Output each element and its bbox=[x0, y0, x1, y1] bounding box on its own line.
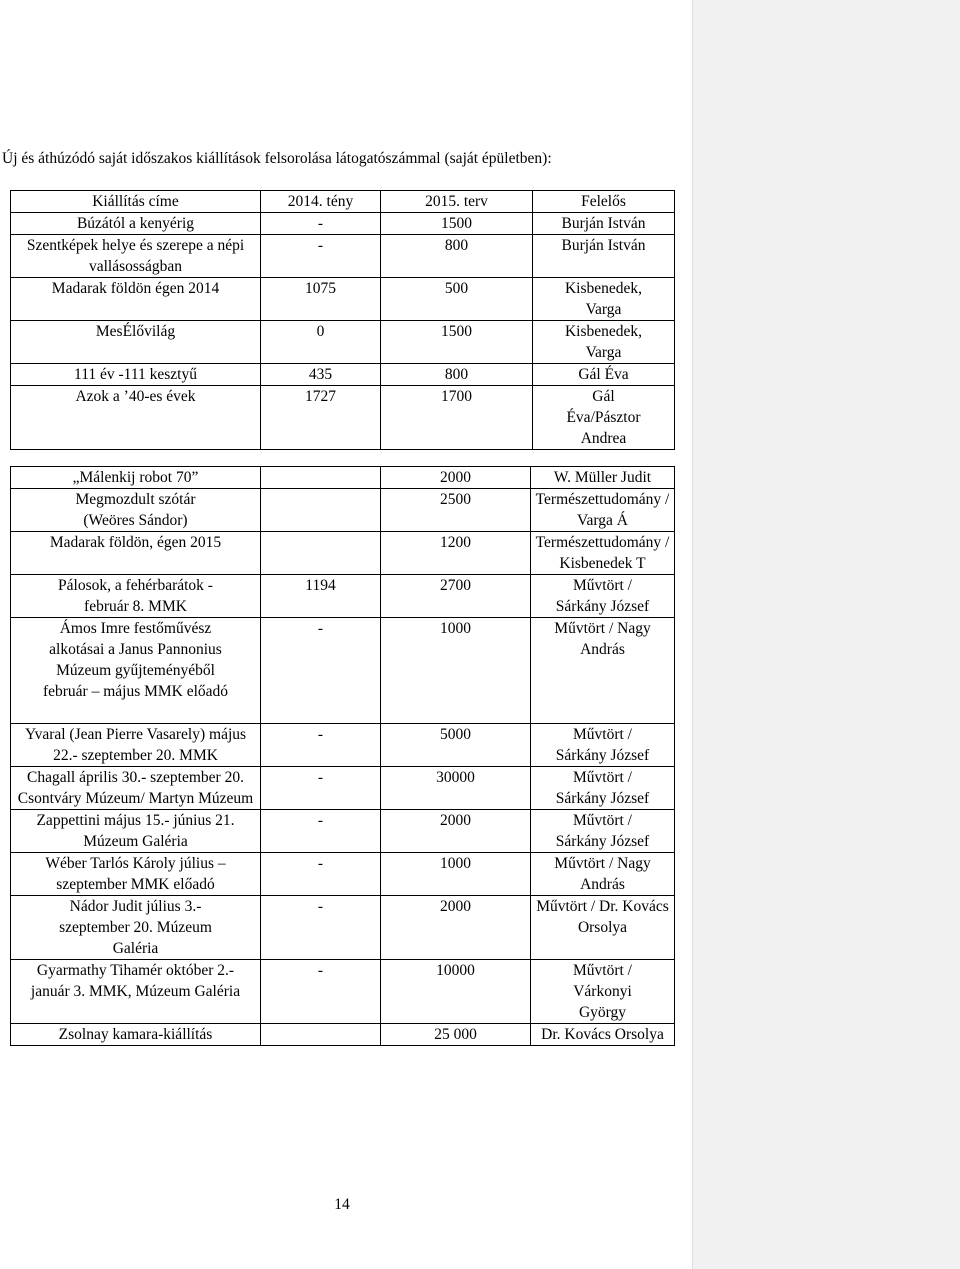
table-cell: 435 bbox=[261, 364, 381, 386]
table-cell: Természettudomány / Kisbenedek T bbox=[531, 532, 675, 575]
table-cell: 1500 bbox=[381, 321, 533, 364]
table-row bbox=[11, 213, 675, 235]
table-cell: Madarak földön, égen 2015 bbox=[11, 532, 261, 575]
table-cell: Búzától a kenyérig bbox=[11, 213, 261, 235]
table-row bbox=[11, 575, 675, 618]
table-cell: 30000 bbox=[381, 767, 531, 810]
table-cell bbox=[261, 489, 381, 532]
exhibitions-table-2 bbox=[10, 466, 675, 1046]
table-cell: - bbox=[261, 810, 381, 853]
table-cell: Azok a ’40-es évek bbox=[11, 386, 261, 450]
table-cell bbox=[261, 532, 381, 575]
table-row bbox=[11, 489, 675, 532]
table-row bbox=[11, 467, 675, 489]
table-cell: MesÉlővilág bbox=[11, 321, 261, 364]
table-row bbox=[11, 386, 675, 450]
table-cell: - bbox=[261, 213, 381, 235]
table-cell: 0 bbox=[261, 321, 381, 364]
table-cell: 5000 bbox=[381, 724, 531, 767]
table-cell: - bbox=[261, 767, 381, 810]
table-cell: - bbox=[261, 235, 381, 278]
header-cell: 2015. terv bbox=[381, 191, 533, 213]
intro-text: Új és áthúzódó saját időszakos kiállítások felsorolása látogatószámmal (saját épületben): bbox=[2, 150, 552, 167]
header-cell: Felelős bbox=[533, 191, 675, 213]
table-row bbox=[11, 853, 675, 896]
table-cell: - bbox=[261, 853, 381, 896]
table-cell: 2000 bbox=[381, 896, 531, 960]
table-cell bbox=[261, 467, 381, 489]
comment-margin-panel bbox=[692, 0, 960, 1269]
table-cell: 1500 bbox=[381, 213, 533, 235]
table-cell: 2000 bbox=[381, 467, 531, 489]
table-cell: 111 év -111 kesztyű bbox=[11, 364, 261, 386]
table-cell: Madarak földön égen 2014 bbox=[11, 278, 261, 321]
table-row bbox=[11, 960, 675, 1024]
table-cell: Kisbenedek, Varga bbox=[533, 278, 675, 321]
table-row bbox=[11, 364, 675, 386]
table-cell: 2500 bbox=[381, 489, 531, 532]
table-cell: Művtört / Sárkány József bbox=[531, 767, 675, 810]
table-cell: Ámos Imre festőművész alkotásai a Janus Pannonius Múzeum gyűjteményéből február – május MMK előadó bbox=[11, 618, 261, 724]
table-cell: 800 bbox=[381, 364, 533, 386]
table-row bbox=[11, 532, 675, 575]
table-cell: 500 bbox=[381, 278, 533, 321]
exhibitions-table-1 bbox=[10, 190, 675, 450]
table-cell: Szentképek helye és szerepe a népi vallásosságban bbox=[11, 235, 261, 278]
table-cell: Burján István bbox=[533, 235, 675, 278]
table-cell: Dr. Kovács Orsolya bbox=[531, 1024, 675, 1046]
page-number: 14 bbox=[334, 1196, 350, 1213]
table-row bbox=[11, 235, 675, 278]
table-cell: 10000 bbox=[381, 960, 531, 1024]
table-row bbox=[11, 321, 675, 364]
table-row bbox=[11, 810, 675, 853]
table-cell: „Málenkij robot 70” bbox=[11, 467, 261, 489]
table-cell: Megmozdult szótár (Weöres Sándor) bbox=[11, 489, 261, 532]
table-cell: Művtört / Sárkány József bbox=[531, 575, 675, 618]
table-cell: Wéber Tarlós Károly július – szeptember MMK előadó bbox=[11, 853, 261, 896]
table-row bbox=[11, 1024, 675, 1046]
table-cell: 1727 bbox=[261, 386, 381, 450]
table-cell: 1075 bbox=[261, 278, 381, 321]
table-cell: 25 000 bbox=[381, 1024, 531, 1046]
table-cell: Természettudomány / Varga Á bbox=[531, 489, 675, 532]
table-cell: Chagall április 30.- szeptember 20. Csontváry Múzeum/ Martyn Múzeum bbox=[11, 767, 261, 810]
table-header-row bbox=[11, 191, 675, 213]
table-cell: 1000 bbox=[381, 618, 531, 724]
table-cell: 1700 bbox=[381, 386, 533, 450]
table-cell: 1000 bbox=[381, 853, 531, 896]
table-cell: Művtört / Sárkány József bbox=[531, 810, 675, 853]
table-cell: Gál Éva/Pásztor Andrea bbox=[533, 386, 675, 450]
table-row bbox=[11, 724, 675, 767]
table-cell: Nádor Judit július 3.- szeptember 20. Múzeum Galéria bbox=[11, 896, 261, 960]
table-cell: 800 bbox=[381, 235, 533, 278]
table-cell: - bbox=[261, 724, 381, 767]
table-cell: 2700 bbox=[381, 575, 531, 618]
table-cell: Művtört / Nagy András bbox=[531, 618, 675, 724]
table-cell: Zappettini május 15.- június 21. Múzeum Galéria bbox=[11, 810, 261, 853]
table-cell: Művtört / Várkonyi György bbox=[531, 960, 675, 1024]
table-cell: Művtört / Sárkány József bbox=[531, 724, 675, 767]
table-cell: Pálosok, a fehérbarátok - február 8. MMK bbox=[11, 575, 261, 618]
table-cell: Zsolnay kamara-kiállítás bbox=[11, 1024, 261, 1046]
table-cell: 1194 bbox=[261, 575, 381, 618]
table-cell: 2000 bbox=[381, 810, 531, 853]
table-cell bbox=[261, 1024, 381, 1046]
table-cell: Művtört / Dr. Kovács Orsolya bbox=[531, 896, 675, 960]
table-cell: Gyarmathy Tihamér október 2.- január 3. MMK, Múzeum Galéria bbox=[11, 960, 261, 1024]
table-row bbox=[11, 767, 675, 810]
header-cell: Kiállítás címe bbox=[11, 191, 261, 213]
table-cell: W. Müller Judit bbox=[531, 467, 675, 489]
table-cell: Burján István bbox=[533, 213, 675, 235]
table-cell: - bbox=[261, 896, 381, 960]
table-row bbox=[11, 896, 675, 960]
header-cell: 2014. tény bbox=[261, 191, 381, 213]
table-cell: Gál Éva bbox=[533, 364, 675, 386]
table-cell: - bbox=[261, 960, 381, 1024]
table-cell: 1200 bbox=[381, 532, 531, 575]
table-cell: Művtört / Nagy András bbox=[531, 853, 675, 896]
table-row bbox=[11, 618, 675, 724]
table-cell: Kisbenedek, Varga bbox=[533, 321, 675, 364]
table-cell: - bbox=[261, 618, 381, 724]
table-row bbox=[11, 278, 675, 321]
table-cell: Yvaral (Jean Pierre Vasarely) május 22.- szeptember 20. MMK bbox=[11, 724, 261, 767]
